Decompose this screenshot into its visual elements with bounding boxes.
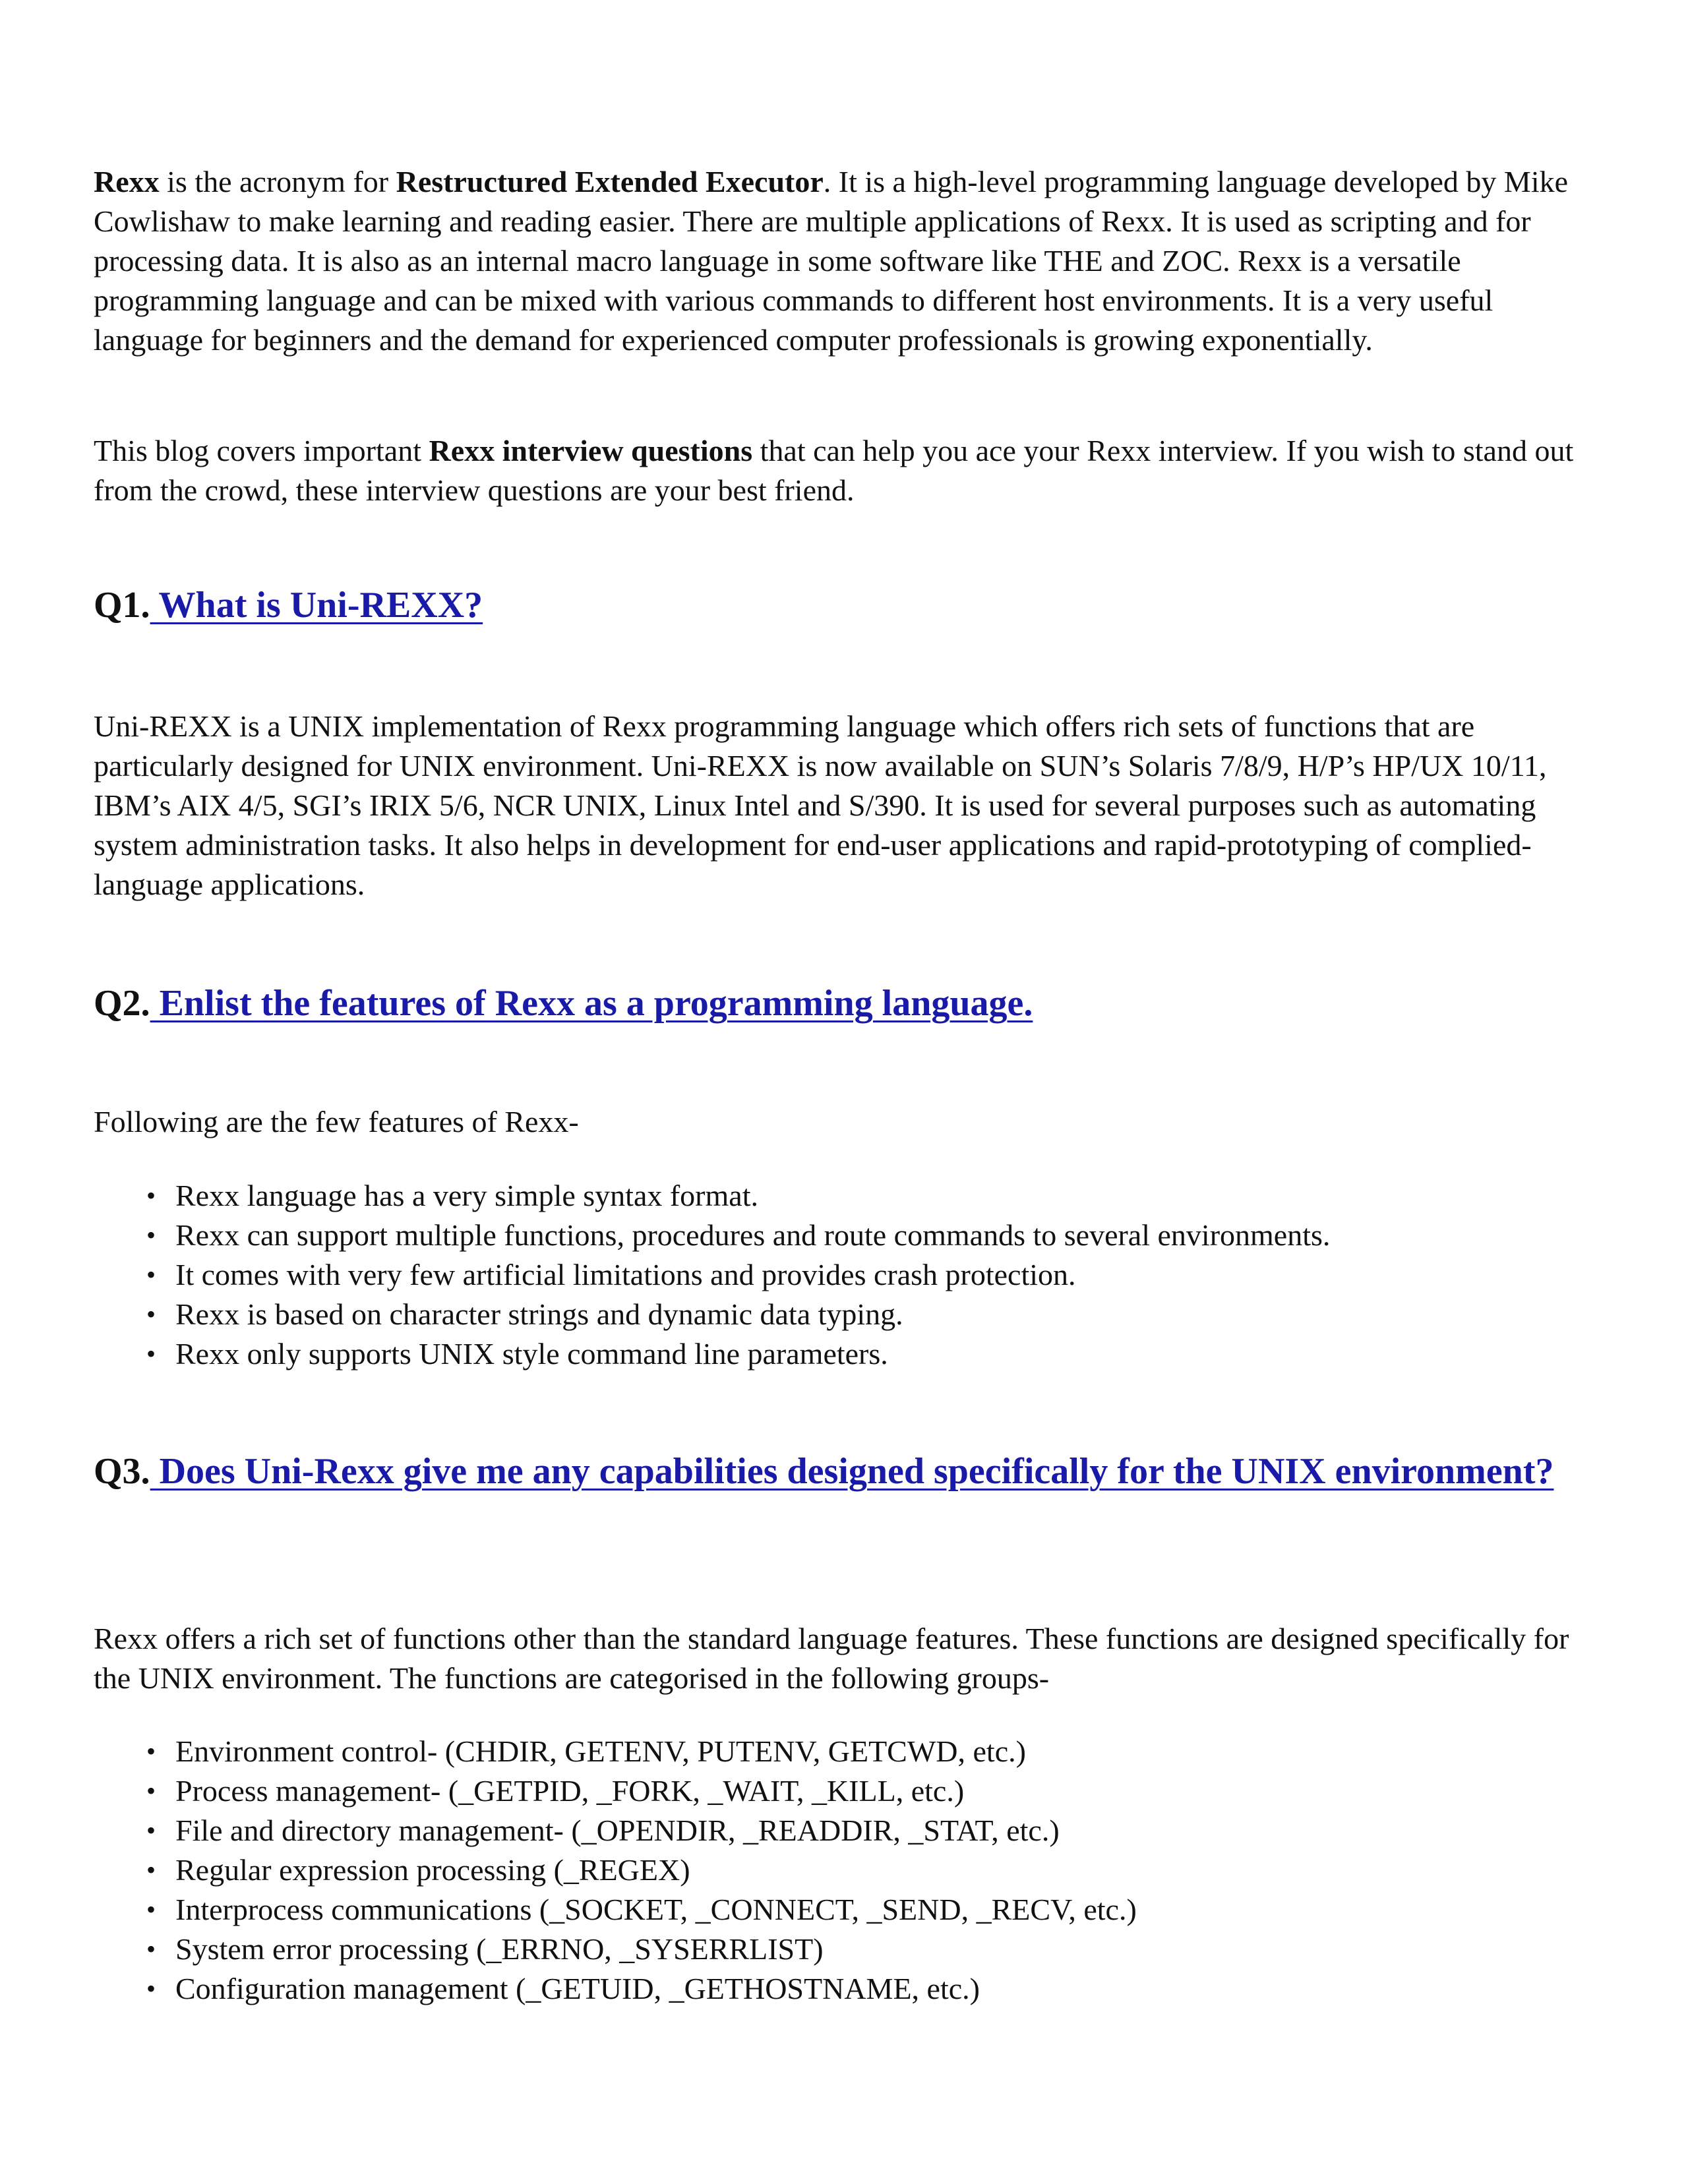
list-item: [94, 1295, 1604, 1334]
q3-function-list: [94, 1732, 1604, 2009]
blurb-text-2: that can help you ace your Rexx interview. If you wish to stand out from the crowd, these interview questions are your best friend.: [94, 434, 1574, 507]
list-item-text: Process management- (_GETPID, _FORK, _WAIT, _KILL, etc.): [175, 1774, 965, 1808]
list-item-text: It comes with very few artificial limitations and provides crash protection.: [175, 1258, 1076, 1291]
bullet-icon: •: [146, 1855, 156, 1885]
list-item: [94, 1811, 1604, 1850]
bullet-icon: •: [146, 1220, 156, 1250]
bullet-icon: •: [146, 1339, 156, 1369]
list-item: [94, 1771, 1604, 1811]
list-item-text: Environment control- (CHDIR, GETENV, PUTENV, GETCWD, etc.): [175, 1734, 1026, 1768]
list-item-text: File and directory management- (_OPENDIR, _READDIR, _STAT, etc.): [175, 1814, 1060, 1847]
list-item-text: Interprocess communications (_SOCKET, _CONNECT, _SEND, _RECV, etc.): [175, 1893, 1137, 1926]
list-item-text: Regular expression processing (_REGEX): [175, 1853, 690, 1887]
bullet-icon: •: [146, 1299, 156, 1329]
intro-paragraph: [94, 162, 1604, 360]
q2-heading: [94, 980, 1604, 1027]
list-item: [94, 1969, 1604, 2009]
intro-term: Rexx: [94, 165, 160, 198]
q2-intro: Following are the few features of Rexx-: [94, 1105, 579, 1138]
intro-text-1: is the acronym for: [159, 165, 396, 198]
bullet-icon: •: [146, 1736, 156, 1766]
list-item: [94, 1216, 1604, 1255]
bullet-icon: •: [146, 1934, 156, 1964]
q1-title-link[interactable]: What is Uni-REXX?: [150, 585, 483, 626]
q2-feature-list: [94, 1176, 1604, 1374]
q1-answer: Uni-REXX is a UNIX implementation of Rexx programming language which offers rich sets of functions that are particularly designed for UNIX environment. Uni-REXX is now available on SUN’s Solaris 7/8/9, H/P’s HP/UX 10/11, IBM’s AIX 4/5, SGI’s IRIX 5/6, NCR UNIX, Linux Intel and S/390. It is used for several purposes such as automating system administration tasks. It also helps in development for end-user applications and rapid-prototyping of complied-language applications.: [94, 709, 1547, 901]
list-item-text: Rexx only supports UNIX style command line parameters.: [175, 1337, 888, 1371]
bullet-icon: •: [146, 1895, 156, 1924]
list-item-text: System error processing (_ERRNO, _SYSERRLIST): [175, 1932, 824, 1966]
list-item: [94, 1890, 1604, 1930]
bullet-icon: •: [146, 1181, 156, 1210]
bullet-icon: •: [146, 1974, 156, 2003]
blurb-bold: Rexx interview questions: [429, 434, 753, 467]
list-item-text: Configuration management (_GETUID, _GETHOSTNAME, etc.): [175, 1972, 980, 2005]
q3-heading: [94, 1448, 1604, 1495]
q1-heading: [94, 581, 1604, 629]
q3-intro: Rexx offers a rich set of functions other than the standard language features. These functions are designed specifically for the UNIX environment. The functions are categorised in the following groups-: [94, 1622, 1569, 1695]
list-item: [94, 1176, 1604, 1216]
q1-number: Q1.: [94, 585, 150, 626]
list-item-text: Rexx language has a very simple syntax format.: [175, 1179, 758, 1212]
bullet-icon: •: [146, 1815, 156, 1845]
bullet-icon: •: [146, 1776, 156, 1806]
list-item: [94, 1732, 1604, 1771]
q2-title-link[interactable]: Enlist the features of Rexx as a programming language.: [150, 983, 1033, 1024]
bullet-icon: •: [146, 1260, 156, 1289]
list-item: [94, 1930, 1604, 1969]
q3-number: Q3.: [94, 1451, 150, 1492]
blurb-text-1: This blog covers important: [94, 434, 429, 467]
list-item-text: Rexx is based on character strings and dynamic data typing.: [175, 1297, 903, 1331]
list-item: [94, 1850, 1604, 1890]
q2-number: Q2.: [94, 983, 150, 1024]
list-item-text: Rexx can support multiple functions, procedures and route commands to several environments.: [175, 1218, 1331, 1252]
q3-title-link[interactable]: Does Uni-Rexx give me any capabilities designed specifically for the UNIX environment?: [150, 1451, 1554, 1492]
blurb-paragraph: [94, 431, 1604, 510]
list-item: [94, 1334, 1604, 1374]
intro-expansion: Restructured Extended Executor: [396, 165, 824, 198]
list-item: [94, 1255, 1604, 1295]
intro-text-2: . It is a high-level programming language developed by Mike Cowlishaw to make learning and reading easier. There are multiple applications of Rexx. It is used as scripting and for processing data. It is also as an internal macro language in some software like THE and ZOC. Rexx is a versatile programming language and can be mixed with various commands to different host environments. It is a very useful language for beginners and the demand for experienced computer professionals is growing exponentially.: [94, 165, 1569, 357]
